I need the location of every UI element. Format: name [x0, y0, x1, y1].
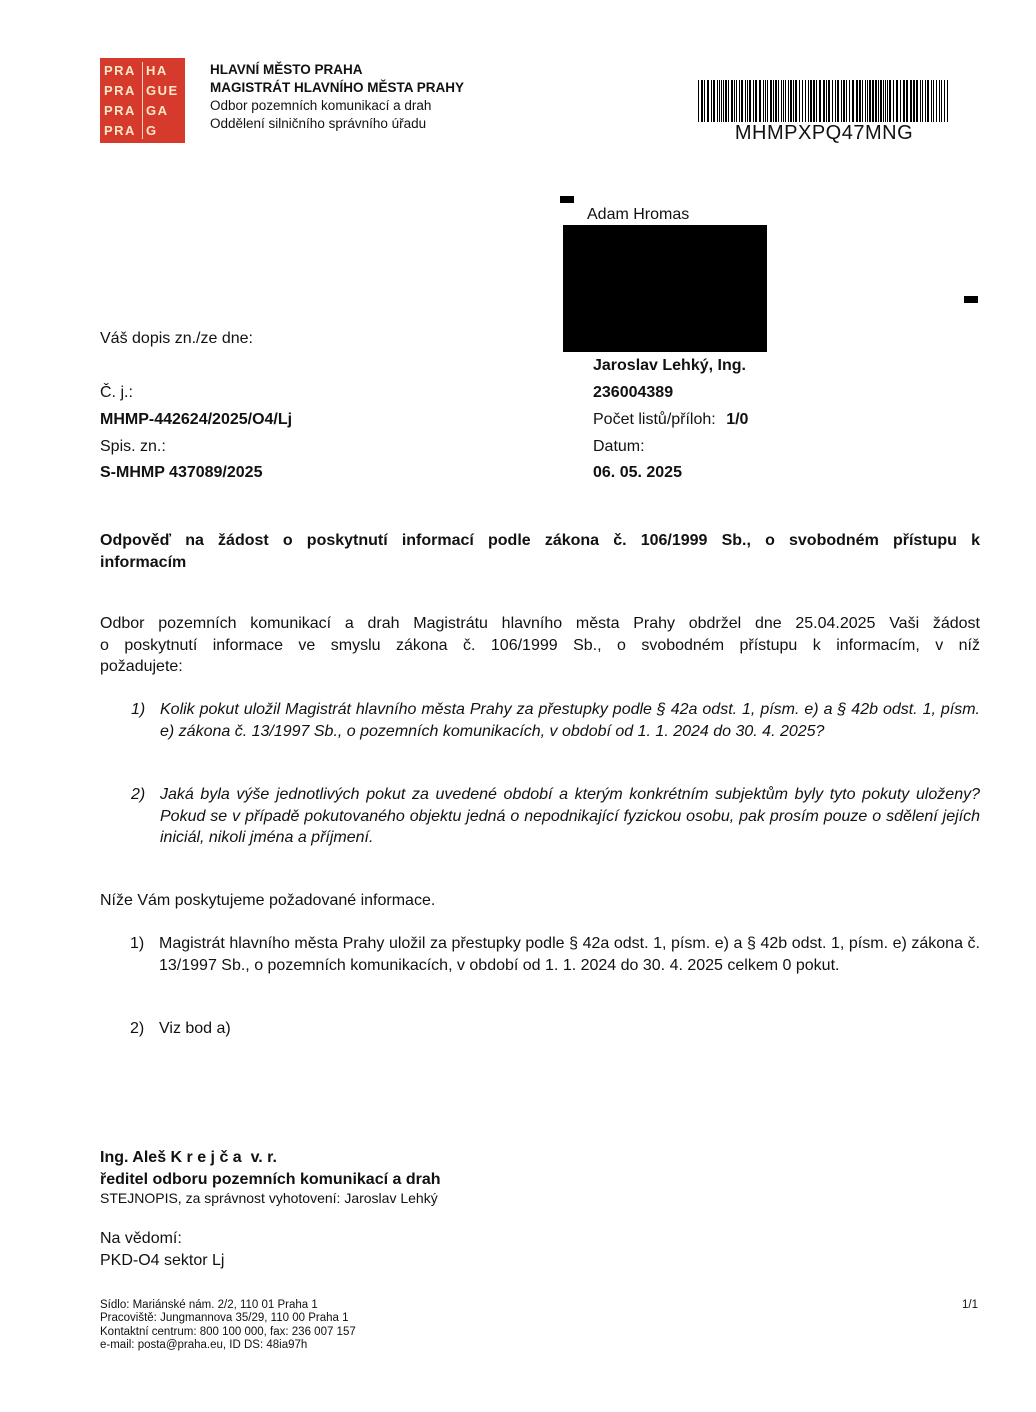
logo-row: [100, 120, 185, 141]
praha-logo: [100, 58, 185, 143]
answers-intro: Níže Vám poskytujeme požadované informace.: [100, 892, 436, 909]
issuer-department: Odbor pozemních komunikací a drah: [210, 98, 432, 113]
answer-number: 2): [130, 1020, 145, 1037]
intro-paragraph: [100, 613, 980, 678]
intro-line: Odbor pozemních komunikací a drah Magistrátu hlavního města Prahy obdržel dne 25.04.2025 Vaši žádost: [100, 615, 980, 632]
logo-text: HA: [146, 63, 168, 78]
footer-email: e-mail: posta@praha.eu, ID DS: 48ia97h: [100, 1339, 308, 1352]
footer-contact: Kontaktní centrum: 800 100 000, fax: 236 007 157: [100, 1325, 356, 1338]
issuer-section: Oddělení silničního správního úřadu: [210, 116, 427, 131]
redaction-mark: [964, 296, 978, 303]
issuer-city: HLAVNÍ MĚSTO PRAHA: [210, 62, 363, 77]
cc-label: Na vědomí:: [100, 1230, 182, 1247]
signatory-name: Ing. Aleš K r e j č a v. r.: [100, 1149, 277, 1166]
signature-block: [100, 1147, 441, 1190]
sheets-line: [593, 411, 748, 429]
logo-row: [100, 80, 185, 101]
handler-phone: 236004389: [593, 384, 674, 401]
copy-note: STEJNOPIS, za správnost vyhotovení: Jaroslav Lehký: [100, 1190, 438, 1206]
question-number: 1): [131, 701, 146, 718]
answer-item: [130, 1018, 980, 1040]
issuer-magistrate: MAGISTRÁT HLAVNÍHO MĚSTA PRAHY: [210, 80, 464, 95]
question-text: Jaká byla výše jednotlivých pokut za uvedené období a kterým konkrétním subjektům byly tyto pokuty uloženy? Pokud se v případě pokutovaného objektu jedná o nepodnikající fyzickou osobu, pak prosím pouze o sdělení jejích iniciál, nikoli jména a příjmení.: [160, 786, 980, 846]
subject-line: Odpověď na žádost o poskytnutí informací podle zákona č. 106/1999 Sb., o svobodném přístupu k: [100, 532, 980, 549]
barcode-icon: [698, 80, 950, 122]
handler-name: Jaroslav Lehký, Ing.: [593, 357, 746, 374]
cj-value: MHMP-442624/2025/O4/Lj: [100, 411, 293, 428]
footer: [100, 1299, 356, 1353]
logo-text: PRA: [104, 103, 136, 118]
intro-line: o poskytnutí informace ve smyslu zákona č. 106/1999 Sb., o svobodném přístupu k informacím, v níž: [100, 636, 980, 654]
logo-text: PRA: [104, 83, 136, 98]
recipient-address-redaction: [563, 225, 767, 352]
question-number: 2): [131, 786, 146, 803]
cc-value: PKD-O4 sektor Lj: [100, 1252, 225, 1269]
spis-value: S-MHMP 437089/2025: [100, 464, 263, 481]
logo-text: PRA: [104, 123, 136, 138]
subject: [100, 530, 980, 573]
sheets-value: 1/0: [726, 411, 749, 428]
logo-row: [100, 100, 185, 121]
logo-text: G: [146, 123, 158, 138]
cc-block: [100, 1228, 224, 1272]
question-text: Kolik pokut uložil Magistrát hlavního města Prahy za přestupky podle § 42a odst. 1, písm. e) a § 42b odst. 1, písm. e) zákona č. 13/1997 Sb., o pozemních komunikacích, v období od 1. 1. 2024 do 30. 4. 2025?: [160, 701, 980, 740]
date-value: 06. 05. 2025: [593, 464, 682, 481]
logo-row: [100, 60, 185, 81]
sheets-label: Počet listů/příloh:: [593, 411, 716, 428]
intro-line: požadujete:: [100, 658, 183, 675]
answer-text: Viz bod a): [159, 1020, 231, 1037]
logo-text: GUE: [146, 83, 179, 98]
cj-label: Č. j.:: [100, 384, 133, 401]
page-number: 1/1: [962, 1299, 978, 1311]
date-label: Datum:: [593, 438, 645, 455]
your-letter-label: Váš dopis zn./ze dne:: [100, 330, 253, 347]
answer-item: [130, 933, 980, 999]
question-item: [131, 784, 980, 850]
logo-text: PRA: [104, 63, 136, 78]
signatory-title: ředitel odboru pozemních komunikací a drah: [100, 1170, 441, 1188]
redaction-mark: [560, 196, 574, 203]
footer-address: Sídlo: Mariánské nám. 2/2, 110 01 Praha 1: [100, 1299, 318, 1311]
subject-line: informacím: [100, 553, 187, 571]
question-item: [131, 699, 980, 765]
logo-text: GA: [146, 103, 169, 118]
answer-text: Magistrát hlavního města Prahy uložil za přestupky podle § 42a odst. 1, písm. e) a § 42b odst. 1, písm. e) zákona č. 13/1997 Sb., o pozemních komunikacích, v období od 1. 1. 2024 do 30. 4. 2025 celkem 0 pokut.: [159, 935, 980, 974]
issuer-header: [210, 61, 464, 133]
spis-label: Spis. zn.:: [100, 438, 166, 455]
recipient-name: Adam Hromas: [587, 206, 690, 223]
footer-workplace: Pracoviště: Jungmannova 35/29, 110 00 Praha 1: [100, 1312, 349, 1325]
answer-number: 1): [130, 935, 145, 952]
barcode-code: MHMPXPQ47MNG: [734, 122, 914, 144]
